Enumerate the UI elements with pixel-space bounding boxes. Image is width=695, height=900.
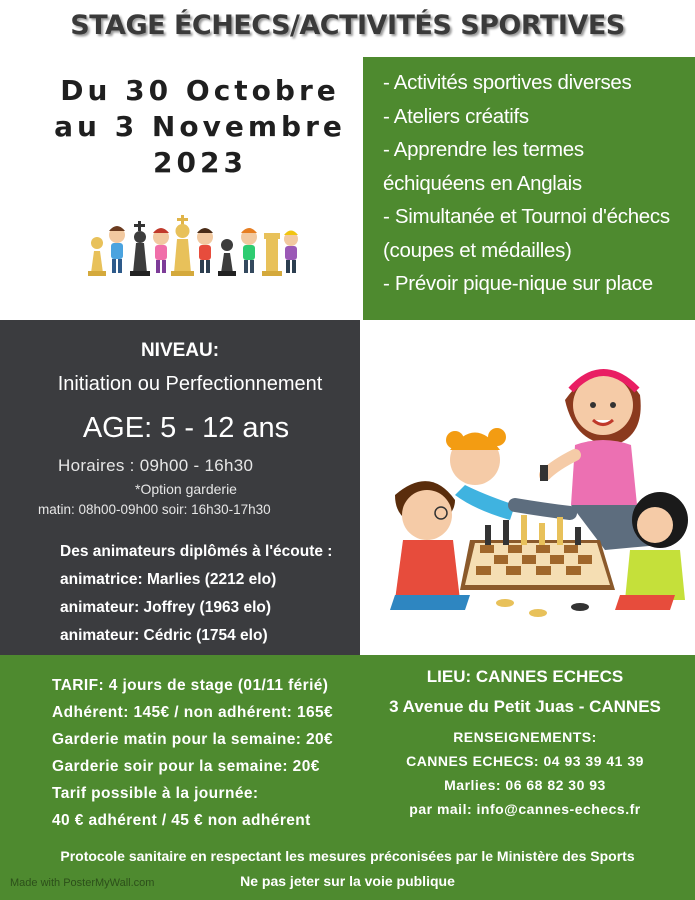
gold-king-icon — [171, 215, 194, 276]
activity-line: - Apprendre les termes — [383, 138, 584, 161]
tarif-line: Adhérent: 145€ / non adhérent: 165€ — [52, 704, 334, 721]
activity-line: - Activités sportives diverses — [383, 71, 632, 94]
date-line-3: 2023 — [153, 146, 247, 179]
tarif-line: 40 € adhérent / 45 € non adhérent — [52, 812, 311, 829]
kid-1-icon — [109, 226, 125, 273]
contact-email: par mail: info@cannes-echecs.fr — [409, 801, 641, 817]
animateurs-list — [60, 538, 332, 650]
animateur-item: animateur: Joffrey (1963 elo) — [60, 599, 272, 616]
poster-title: STAGE ÉCHECS/ACTIVITÉS SPORTIVES — [70, 10, 625, 41]
garderie-option: *Option garderie — [135, 481, 237, 497]
animateur-item: animateur: Cédric (1754 elo) — [60, 627, 268, 644]
marlies-phone: Marlies: 06 68 82 30 93 — [444, 777, 606, 793]
black-king-icon — [130, 221, 150, 276]
garderie-hours: matin: 08h00-09h00 soir: 16h30-17h30 — [38, 502, 271, 517]
kid-4-icon — [241, 228, 257, 273]
kid-3-icon — [197, 228, 213, 273]
location-address: 3 Avenue du Petit Juas - CANNES — [389, 697, 661, 716]
location-block — [375, 666, 675, 817]
activity-line: - Ateliers créatifs — [383, 104, 529, 128]
tarif-line: Tarif possible à la journée: — [52, 785, 259, 802]
tarif-list — [52, 672, 333, 834]
tarif-line: TARIF: 4 jours de stage (01/11 férié) — [52, 677, 329, 694]
age-range: AGE: 5 - 12 ans — [82, 412, 290, 444]
watermark: Made with PosterMyWall.com — [10, 877, 155, 889]
location-name: LIEU: CANNES ECHECS — [426, 667, 624, 686]
sanitary-protocol-note: Protocole sanitaire en respectant les mesures préconisées par le Ministère des Sports — [60, 848, 635, 864]
activity-line: - Prévoir pique-nique sur place — [383, 272, 653, 295]
date-line-2: au 3 Novembre — [54, 110, 346, 143]
chessboard-icon — [460, 540, 615, 590]
contact-heading: RENSEIGNEMENTS: — [453, 729, 597, 745]
teacher-children-chess-illustration — [375, 345, 695, 645]
boy-sitting-icon — [390, 481, 470, 610]
niveau-value: Initiation ou Perfectionnement — [57, 373, 323, 395]
tarif-line: Garderie matin pour la semaine: 20€ — [52, 731, 334, 748]
no-littering-note: Ne pas jeter sur la voie publique — [240, 873, 455, 889]
activity-line: échiquéens en Anglais — [383, 171, 582, 195]
schedule-hours: Horaires : 09h00 - 16h30 — [58, 456, 254, 475]
black-pawn-icon — [218, 239, 236, 276]
animateurs-heading: Des animateurs diplômés à l'écoute : — [60, 543, 333, 560]
kids-chess-pieces-illustration — [85, 213, 300, 278]
niveau-label: NIVEAU: — [140, 340, 220, 361]
activity-line: (coupes et médailles) — [383, 238, 572, 262]
gold-pawn-icon — [88, 237, 106, 276]
tarif-line: Garderie soir pour la semaine: 20€ — [52, 758, 320, 775]
kid-2-icon — [153, 228, 169, 273]
kid-5-icon — [284, 231, 298, 274]
activities-list — [383, 66, 688, 301]
date-line-1: Du 30 Octobre — [60, 74, 340, 107]
date-range — [30, 73, 370, 181]
animateur-item: animatrice: Marlies (2212 elo) — [60, 571, 277, 588]
club-phone: CANNES ECHECS: 04 93 39 41 39 — [406, 753, 644, 769]
gold-rook-icon — [262, 233, 282, 276]
activity-line: - Simultanée et Tournoi d'échecs — [383, 205, 670, 228]
